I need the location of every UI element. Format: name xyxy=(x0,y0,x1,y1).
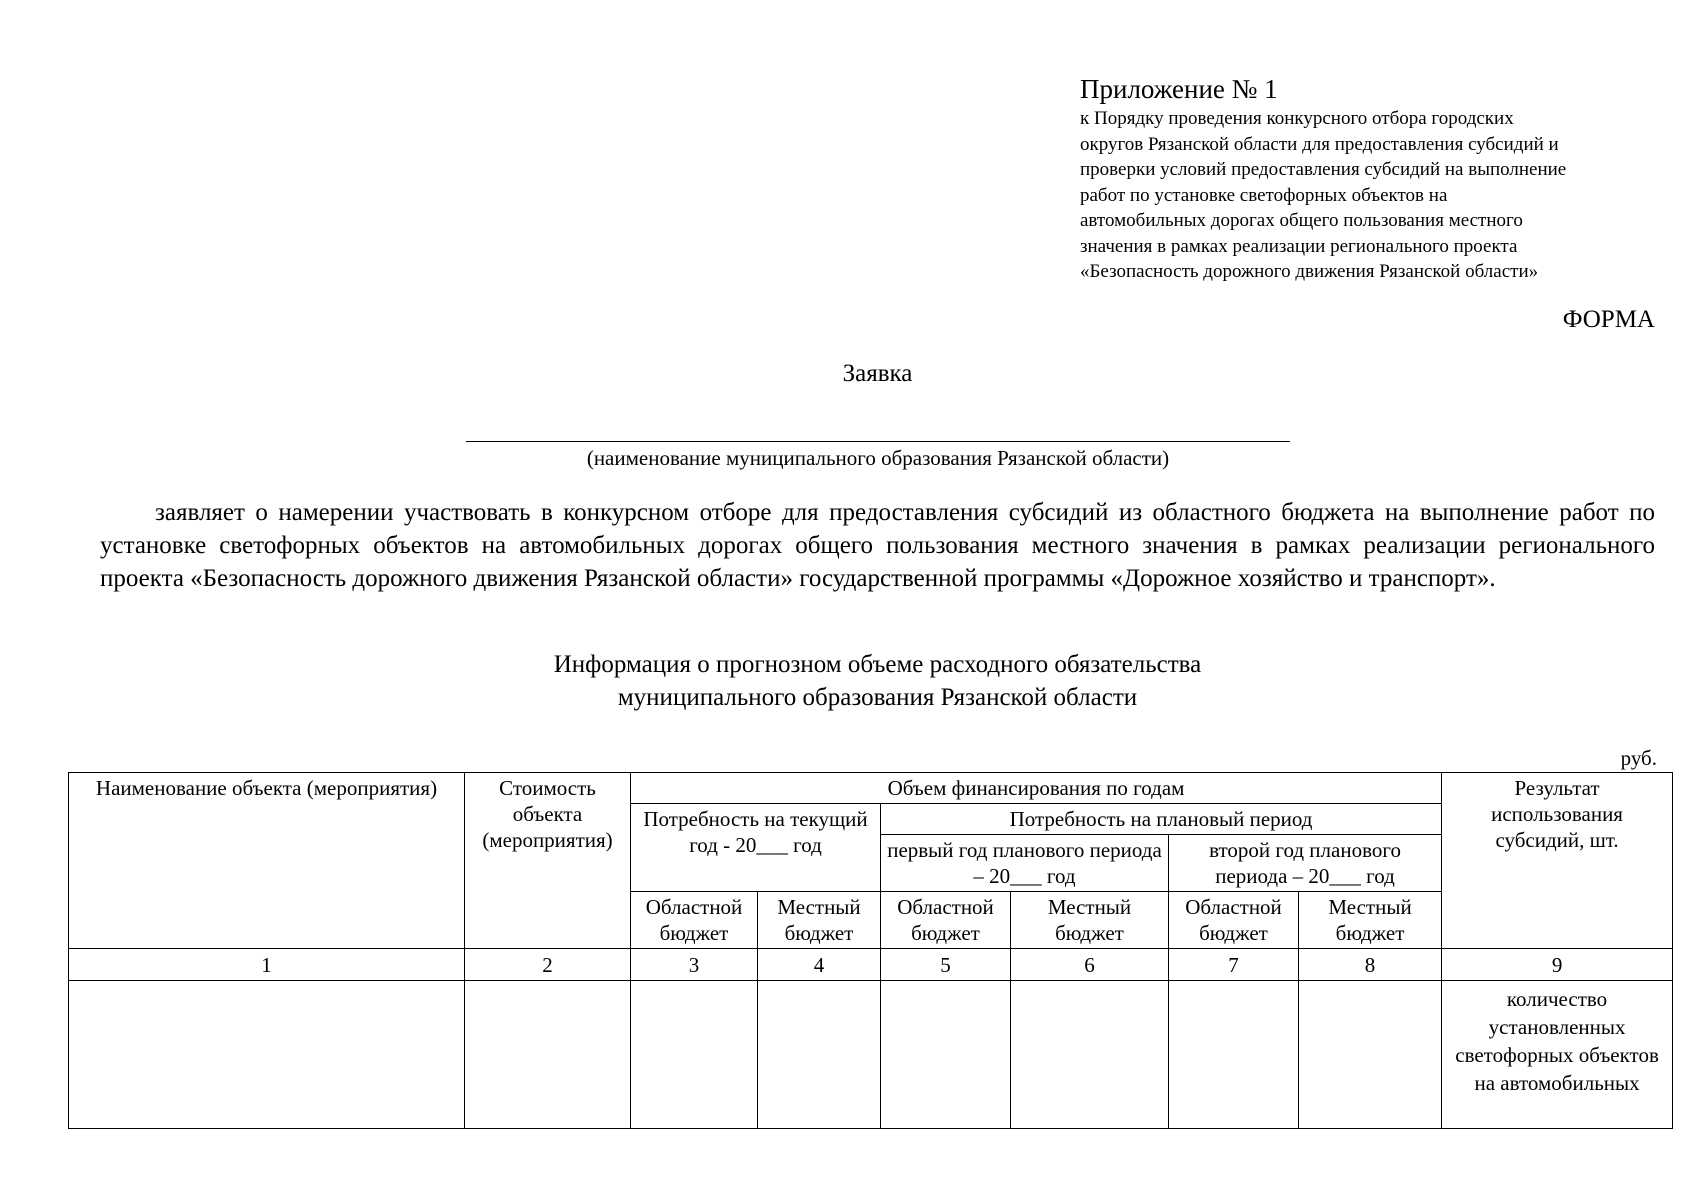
column-number: 6 xyxy=(1011,949,1169,981)
column-number: 2 xyxy=(465,949,631,981)
section-title xyxy=(0,648,1697,714)
table-row xyxy=(69,981,1673,1129)
municipality-name-line xyxy=(466,441,1290,442)
header-financing-by-years: Объем финансирования по годам xyxy=(631,773,1442,804)
header-object-cost: Стоимость объекта (мероприятия) xyxy=(465,773,631,949)
column-number: 1 xyxy=(69,949,465,981)
header-second-plan-year: второй год планового периода – 20___ год xyxy=(1169,835,1442,892)
document-title: Заявка xyxy=(842,360,913,387)
annex-reference-line: к Порядку проведения конкурсного отбора городских xyxy=(1080,108,1514,129)
section-title-line-2: муниципального образования Рязанской области xyxy=(617,684,1138,711)
column-number-row xyxy=(69,949,1673,981)
header-object-name: Наименование объекта (мероприятия) xyxy=(69,773,465,949)
cell-object-cost xyxy=(465,981,631,1129)
column-number: 7 xyxy=(1169,949,1299,981)
header-regional-budget: Областной бюджет xyxy=(631,892,758,949)
annex-block xyxy=(1080,72,1680,285)
header-regional-budget: Областной бюджет xyxy=(881,892,1011,949)
municipality-caption: (наименование муниципального образования Рязанской области) xyxy=(586,446,1170,470)
header-local-budget: Местный бюджет xyxy=(1011,892,1169,949)
financing-table xyxy=(68,772,1673,1129)
column-number: 3 xyxy=(631,949,758,981)
header-local-budget: Местный бюджет xyxy=(758,892,881,949)
column-number: 8 xyxy=(1299,949,1442,981)
header-row-1 xyxy=(69,773,1673,804)
annex-reference-line: автомобильных дорогах общего пользования местного xyxy=(1080,210,1523,231)
cell-current-regional xyxy=(631,981,758,1129)
annex-reference-line: значения в рамках реализации регионального проекта xyxy=(1080,235,1518,257)
annex-reference-line: проверки условий предоставления субсидий на выполнение xyxy=(1080,159,1567,180)
annex-reference-line: работ по установке светофорных объектов на xyxy=(1080,184,1448,206)
header-first-plan-year: первый год планового периода – 20___ год xyxy=(881,835,1169,892)
annex-reference-line: «Безопасность дорожного движения Рязанской области» xyxy=(1080,261,1539,282)
column-number: 9 xyxy=(1442,949,1673,981)
header-planning-period-need: Потребность на плановый период xyxy=(881,804,1442,835)
cell-first-plan-local xyxy=(1011,981,1169,1129)
cell-current-local xyxy=(758,981,881,1129)
header-result: Результат использования субсидий, шт. xyxy=(1442,773,1673,949)
header-local-budget: Местный бюджет xyxy=(1299,892,1442,949)
annex-reference xyxy=(1080,106,1680,285)
cell-result: количество установленных светофорных объектов на автомобильных xyxy=(1442,981,1673,1129)
annex-reference-line: округов Рязанской области для предоставления субсидий и xyxy=(1080,133,1559,155)
currency-unit: руб. xyxy=(1620,746,1657,770)
section-title-line-1: Информация о прогнозном объеме расходного обязательства xyxy=(553,651,1202,678)
cell-second-plan-local xyxy=(1299,981,1442,1129)
application-statement: заявляет о намерении участвовать в конкурсном отборе для предоставления субсидий из областного бюджета на выполнение работ по установке светофорных объектов на автомобильных дорогах общего пользования местного значения в рамках реализации регионального проекта «Безопасность дорожного движения Рязанской области» государственной программы «Дорожное хозяйство и транспорт». xyxy=(100,499,1655,592)
header-regional-budget: Областной бюджет xyxy=(1169,892,1299,949)
column-number: 5 xyxy=(881,949,1011,981)
cell-object-name xyxy=(69,981,465,1129)
column-number: 4 xyxy=(758,949,881,981)
header-current-year-need: Потребность на текущий год - 20___ год xyxy=(631,804,881,892)
cell-first-plan-regional xyxy=(881,981,1011,1129)
annex-title: Приложение № 1 xyxy=(1080,74,1278,104)
cell-second-plan-regional xyxy=(1169,981,1299,1129)
form-label: ФОРМА xyxy=(1562,306,1655,333)
